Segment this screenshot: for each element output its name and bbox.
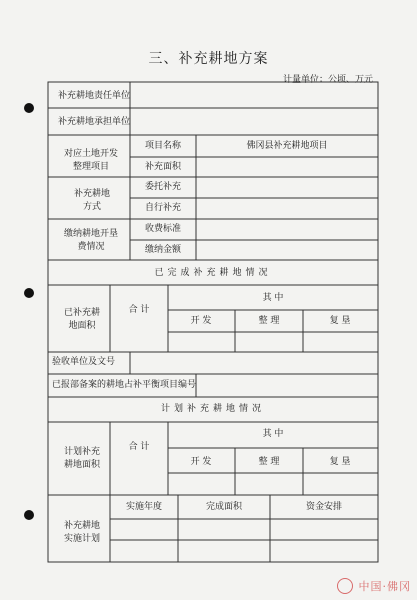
project-name-label: 项目名称 — [145, 141, 182, 151]
impl-label: 补充耕地实施计划 — [63, 521, 100, 544]
done-reclaim-label: 复 垦 — [329, 316, 351, 326]
impl-funds-label: 资金安排 — [305, 502, 343, 512]
plan-total-label: 合 计 — [128, 442, 150, 452]
filed-no-label: 已报部备案的耕地占补平衡项目编号 — [52, 380, 197, 390]
plan-arrange-label: 整 理 — [258, 457, 280, 467]
project-name-value: 佛冈县补充耕地项目 — [246, 141, 328, 151]
page-title: 三、补充耕地方案 — [148, 51, 269, 67]
fee-std-label: 收费标准 — [145, 224, 182, 234]
unit-label: 计量单位：公顷、万元 — [282, 75, 373, 85]
resp-unit-label: 补充耕地责任单位 — [58, 91, 131, 101]
accept-doc-label: 验收单位及文号 — [52, 357, 116, 367]
fee-label: 缴纳耕地开垦费情况 — [63, 229, 118, 252]
done-arrange-label: 整 理 — [258, 316, 280, 326]
seal-icon — [337, 578, 353, 594]
impl-year-label: 实施年度 — [125, 502, 163, 512]
project-label: 对应土地开发整理项目 — [63, 149, 118, 172]
done-develop-label: 开 发 — [190, 316, 212, 326]
impl-done-area-label: 完成面积 — [205, 502, 243, 512]
plan-among-label: 其 中 — [262, 429, 284, 439]
fee-amount-label: 缴纳金额 — [145, 245, 182, 255]
done-header: 已完成补充耕地情况 — [154, 268, 272, 278]
supp-area-label: 补充面积 — [145, 162, 182, 172]
plan-reclaim-label: 复 垦 — [329, 457, 351, 467]
plan-develop-label: 开 发 — [190, 457, 212, 467]
entrust-label: 委托补充 — [145, 182, 182, 192]
bear-unit-label: 补充耕地承担单位 — [58, 117, 131, 127]
plan-header: 计划补充耕地情况 — [160, 404, 266, 414]
watermark-text: 中国·佛冈 — [358, 580, 411, 593]
watermark-stamp — [337, 578, 411, 594]
method-label: 补充耕地方式 — [73, 189, 110, 212]
self-label: 自行补充 — [145, 203, 182, 213]
done-total-label: 合 计 — [128, 305, 150, 315]
plan-area-label: 计划补充耕地面积 — [63, 447, 100, 470]
done-area-label: 已补充耕地面积 — [64, 308, 101, 331]
done-among-label: 其 中 — [262, 293, 284, 303]
